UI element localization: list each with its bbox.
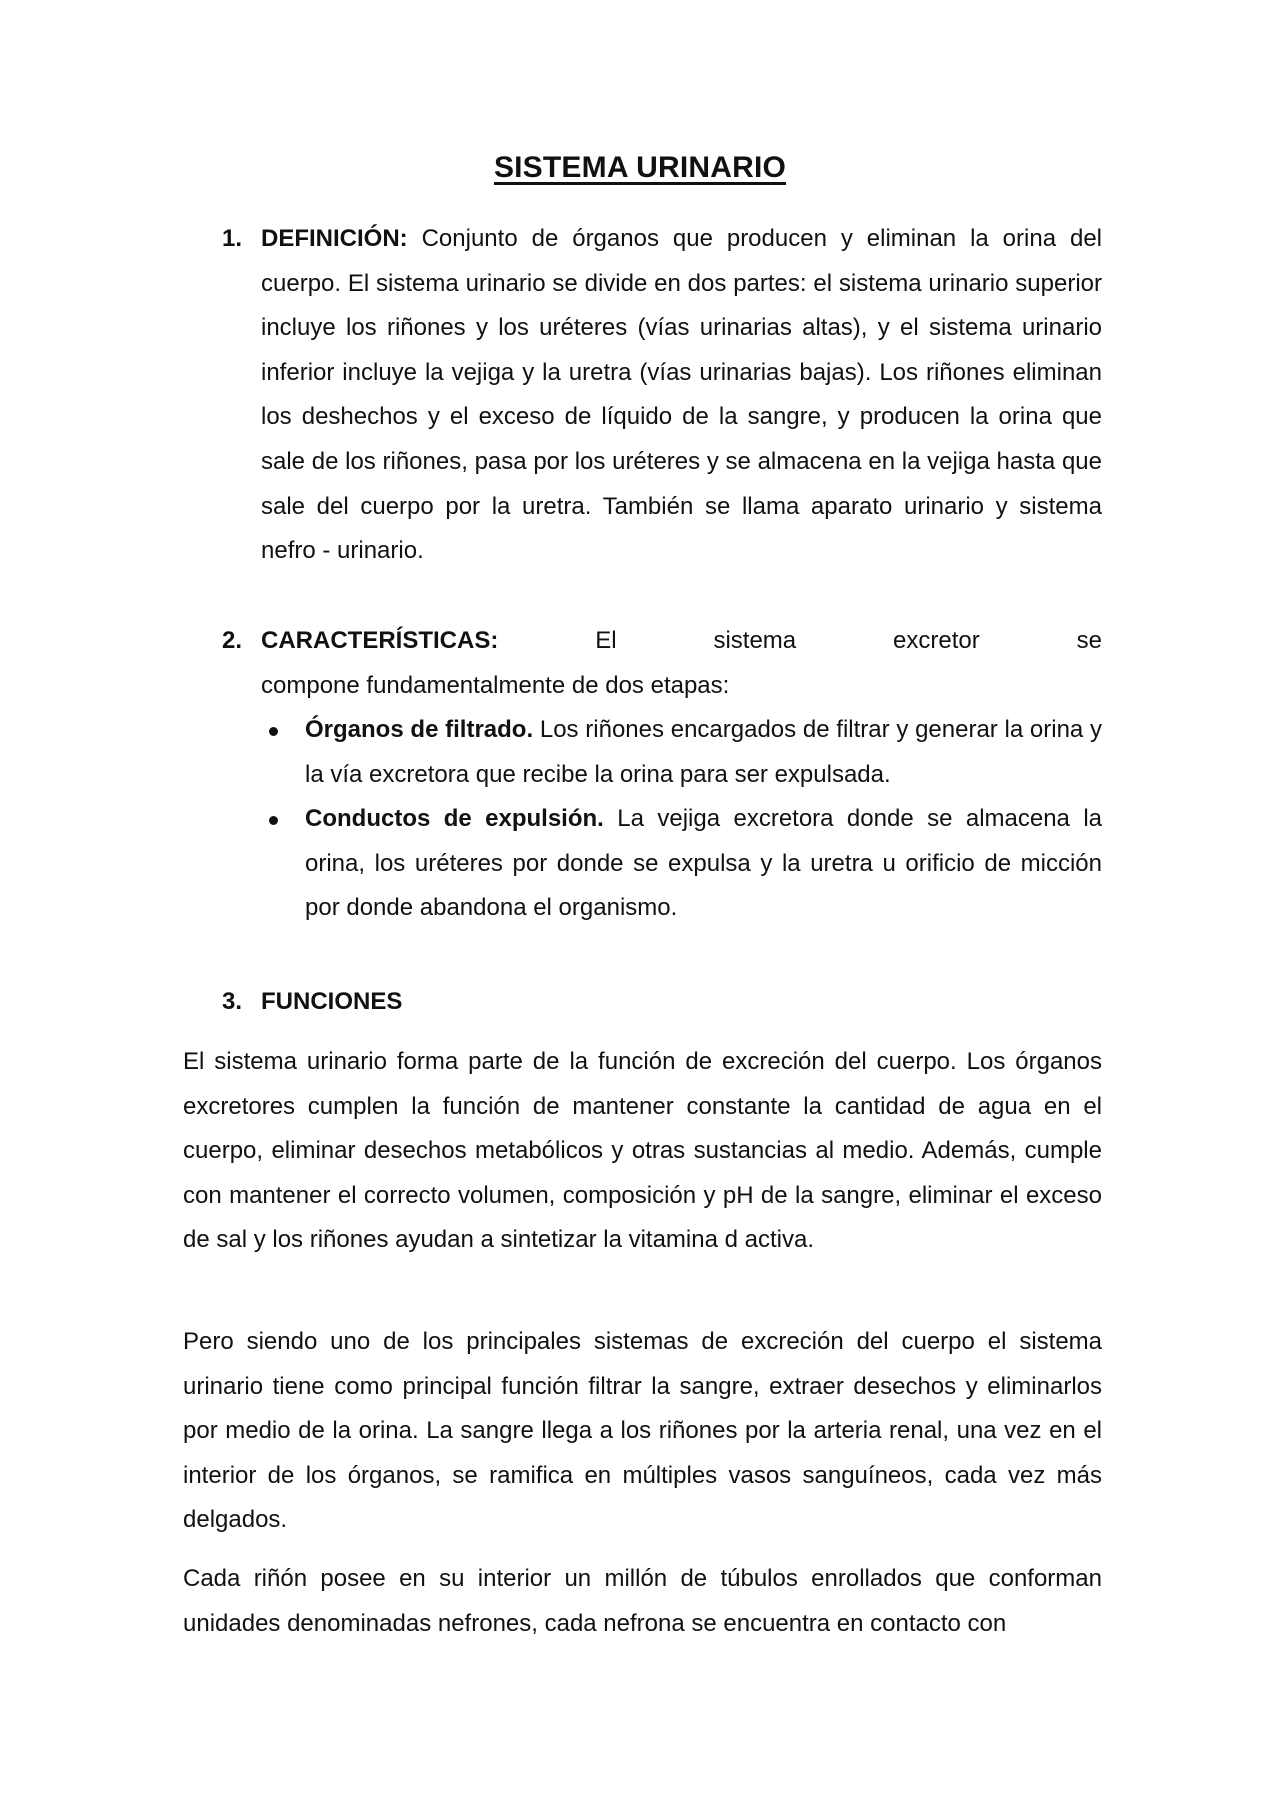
section-number: 3. <box>222 988 243 1015</box>
section-body <box>261 619 1102 708</box>
heading-word: sistema <box>713 627 797 654</box>
body-paragraph: Pero siendo uno de los principales sistemas de excreción del cuerpo el sistema urinario tiene como principal función filtrar la sangre, extraer desechos y eliminarlos por medio de la orina. La sangre llega a los riñones por la arteria renal, una vez en el interior de los órganos, se ramifica en múltiples vasos sanguíneos, cada vez más delgados. <box>183 1328 1102 1534</box>
bullet-dot-icon <box>269 816 278 825</box>
body-paragraph: El sistema urinario forma parte de la función de excreción del cuerpo. Los órganos excretores cumplen la función de mantener constante la cantidad de agua en el cuerpo, eliminar desechos metabólicos y otras sustancias al medio. Además, cumple con mantener el correcto volumen, composición y pH de la sangre, eliminar el exceso de sal y los riñones ayudan a sintetizar la vitamina d activa. <box>183 1048 1102 1254</box>
bullet-text: Los riñones encargados de filtrar y generar la orina y la vía excretora que recibe la orina para ser expulsada. <box>305 716 1102 788</box>
section-number: 1. <box>222 225 243 252</box>
heading-word: se <box>1076 627 1102 654</box>
bullet-text: La vejiga excretora donde se almacena la orina, los uréteres por donde se expulsa y la uretra u orificio de micción por donde abandona el organismo. <box>305 805 1102 922</box>
section-heading: DEFINICIÓN: <box>261 225 408 252</box>
section-body <box>261 980 1102 1025</box>
section-number: 2. <box>222 627 243 654</box>
bullet-list <box>261 708 1102 931</box>
body-paragraph: Cada riñón posee en su interior un millón de túbulos enrollados que conforman unidades denominadas nefrones, cada nefrona se encuentra en contacto con <box>183 1565 1102 1637</box>
section-text: compone fundamentalmente de dos etapas: <box>261 671 730 699</box>
bullet-term: Conductos de expulsión. <box>305 805 604 833</box>
heading-word: excretor <box>893 627 980 654</box>
section-body <box>261 217 1102 574</box>
section-text: Conjunto de órganos que producen y eliminan la orina del cuerpo. El sistema urinario se divide en dos partes: el sistema urinario superior incluye los riñones y los uréteres (vías urinarias altas), y el sistema urinario inferior incluye la vejiga y la uretra (vías urinarias bajas). Los riñones eliminan los deshechos y el exceso de líquido de la sangre, y producen la orina que sale de los riñones, pasa por los uréteres y se almacena en la vejiga hasta que sale del cuerpo por la uretra. También se llama aparato urinario y sistema nefro - urinario. <box>261 225 1102 565</box>
bullet-item <box>261 708 1102 797</box>
section-heading-line <box>261 619 1102 664</box>
bullet-item <box>261 797 1102 931</box>
section-heading: CARACTERÍSTICAS: <box>261 627 499 654</box>
bullet-term: Órganos de filtrado. <box>305 716 534 743</box>
section-heading: FUNCIONES <box>261 988 403 1015</box>
heading-word: El <box>595 627 617 654</box>
bullet-dot-icon <box>269 727 278 736</box>
page-title: SISTEMA URINARIO <box>493 151 787 184</box>
